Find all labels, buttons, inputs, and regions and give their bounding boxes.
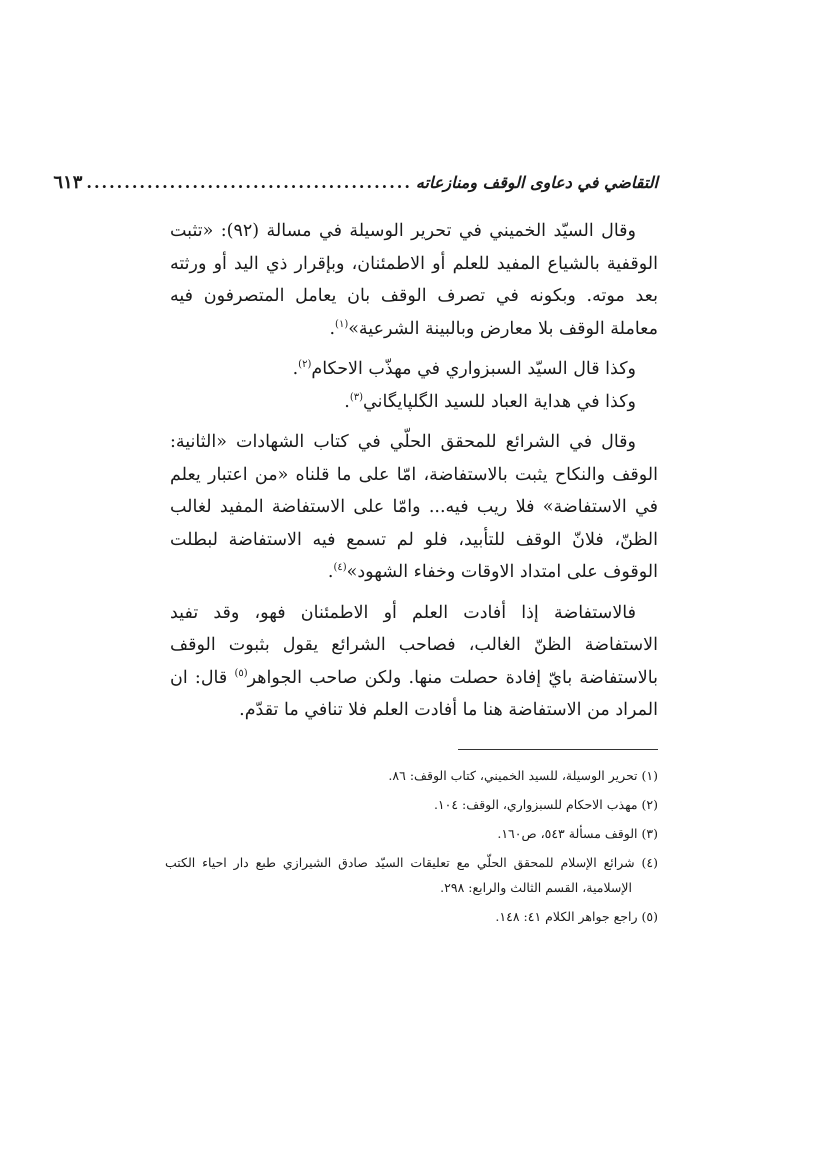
paragraph-1 bbox=[170, 215, 658, 345]
page-number: ٦١٣ bbox=[53, 172, 83, 193]
footnote-ref-4: (٤) bbox=[333, 562, 347, 574]
paragraph-text: وقال في الشرائع للمحقق الحلّي في كتاب الشهادات «الثانية: الوقف والنكاح يثبت بالاستفاضة، امّا على ما قلناه «من اعتبار يعلم في الاستفاضة» فلا ريب فيه... وامّا على الاستفاضة المفيد لغالب الظنّ، فلانّ الوقف للتأبيد، فلو لم تسمع فيه الاستفاضة لبطلت الوقوف على امتداد الاوقات وخفاء الشهود» bbox=[170, 432, 658, 582]
footnote-5: (٥) راجع جواهر الكلام ٤١: ١٤٨. bbox=[495, 909, 658, 924]
footnote-ref-5: (٥) bbox=[234, 667, 248, 679]
footnote-separator bbox=[458, 749, 658, 750]
paragraph-4 bbox=[170, 426, 658, 589]
paragraph-tail: . bbox=[329, 318, 336, 339]
footnote-1: (١) تحرير الوسيلة، للسيد الخميني، كتاب الوقف: ٨٦. bbox=[388, 768, 658, 783]
footnote-ref-2: (٢) bbox=[298, 359, 312, 371]
paragraph-5 bbox=[170, 597, 658, 727]
footnote-4: (٤) شرائع الإسلام للمحقق الحلّي مع تعليقات السيّد صادق الشيرازي طبع دار احياء الكتب الإسلامية، القسم الثالث والرابع: ٢٩٨. bbox=[165, 855, 658, 895]
leader-dots: ........................................... bbox=[86, 173, 412, 192]
footnote-2: (٢) مهذب الاحكام للسبزواري، الوقف: ١٠٤. bbox=[433, 797, 658, 812]
paragraph-text-cont: قال: ان المراد من الاستفاضة هنا ما أفادت العلم فلا تنافي ما تقدّم. bbox=[170, 667, 658, 720]
paragraph-tail: . bbox=[344, 391, 350, 412]
footnote-ref-1: (١) bbox=[335, 318, 349, 330]
paragraph-2 bbox=[170, 353, 658, 386]
body-text bbox=[170, 215, 658, 735]
paragraph-text: وكذا في هداية العباد للسيد الگلپايگاني bbox=[363, 391, 636, 412]
paragraph-3 bbox=[170, 386, 658, 419]
running-title: التقاضي في دعاوى الوقف ومنازعاته bbox=[415, 173, 658, 192]
running-header bbox=[53, 172, 658, 202]
footnote-ref-3: (٣) bbox=[349, 391, 364, 403]
paragraph-text: فالاستفاضة إذا أفادت العلم أو الاطمئنان فهو، وقد تفيد الاستفاضة الظنّ الغالب، فصاحب الشرائع يقول بثبوت الوقف بالاستفاضة بايّ إفادة حصلت منها. ولكن صاحب الجواهر bbox=[170, 602, 658, 688]
paragraph-text: وكذا قال السيّد السبزواري في مهذّب الاحكام bbox=[311, 359, 636, 379]
paragraph-text: وقال السيّد الخميني في تحرير الوسيلة في مسالة (٩٢): «تثبت الوقفية بالشياع المفيد للعلم أو الاطمئنان، وبإقرار ذي اليد أو ورثته بعد موته. وبكونه في تصرف الوقف بان يعامل المتصرفون فيه معاملة الوقف بلا معارض وبالبينة الشرعية» bbox=[170, 221, 658, 339]
paragraph-tail: . bbox=[327, 562, 334, 582]
footnote-3: (٣) الوقف مسألة ٥٤٣، ص١٦٠. bbox=[497, 826, 658, 841]
footnotes bbox=[165, 763, 658, 933]
paragraph-tail: . bbox=[292, 359, 299, 379]
